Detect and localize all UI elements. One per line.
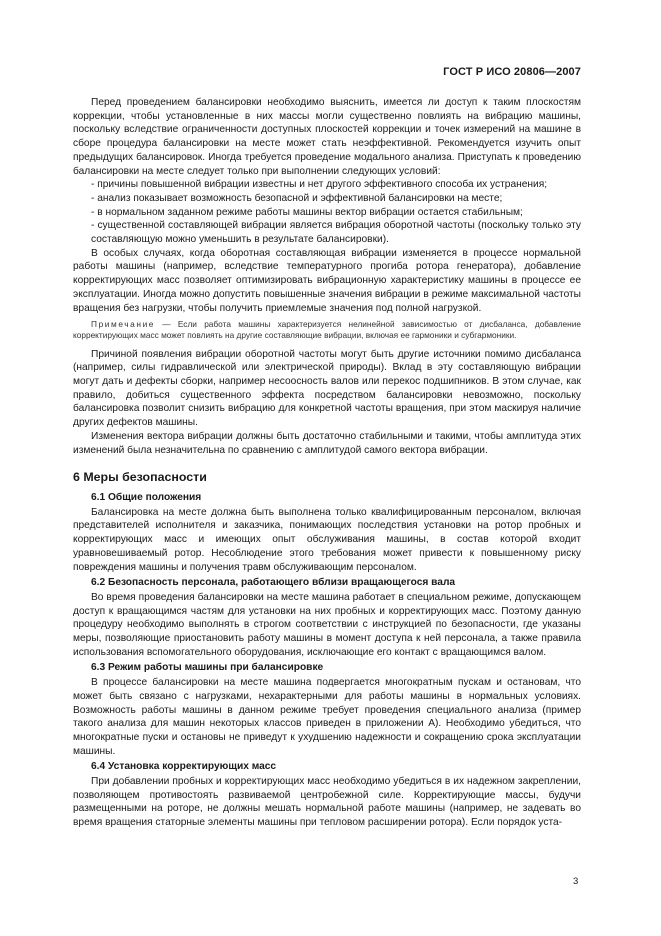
page-body <box>73 96 581 830</box>
intro-paragraph-3: Причиной появления вибрации оборотной частоты могут быть другие источники помимо дисбаланса (например, силы гидравлической или электрической природы). Вклад в эту составляющую вибрации могут дать и дефекты сборки, например несоосность валов или перекос подшипников. В этом случае, как правило, добиться существенного эффекта посредством балансировки невозможно, поскольку балансировка позволит снизить вибрацию для конкретной частоты вращения, при этом маскируя наличие других дефектов машины. <box>73 348 581 429</box>
subsection-6-2-heading: 6.2 Безопасность персонала, работающего вблизи вращающегося вала <box>91 577 456 589</box>
intro-paragraph-1: Перед проведением балансировки необходимо выяснить, имеется ли доступ к таким плоскостям коррекции, чтобы установленные в них массы могли существенно повлиять на вибрацию машины, поскольку вследствие ограниченности доступных плоскостей коррекции и точек измерений на машине в сборе процедура балансировки на месте может стать неэффективной. Рекомендуется изучить опыт предыдущих балансировок. Иногда требуется проведение модального анализа. Приступать к проведению балансировки на месте следует только при выполнении следующих условий: <box>73 97 581 177</box>
subsection-6-2-text: Во время проведения балансировки на месте машина работает в специальном режиме, допускающем доступ к вращающимся частям для установки на них пробных и корректирующих масс. Поэтому данную процедуру необходимо выполнять в строгом соответствии с инструкцией по безопасности, где указаны меры, позволяющие приостановить работу машины в момент доступа к ней персонала, а также правила использования вспомогательного оборудования, исключающие его контакт с вращающимся валом. <box>73 591 581 658</box>
intro-paragraph-2: В особых случаях, когда оборотная составляющая вибрации изменяется в процессе нормальной работы машины (например, вследствие температурного прогиба ротора генератора), добавление корректирующих масс позволяет оптимизировать вибрационную характеристику машины в процессе ее эксплуатации. Иногда можно допустить повышенные значения вибрации в режиме максимальной частоты вращения без нагрузки, чтобы получить приемлемые значения под полной нагрузкой. <box>73 247 581 314</box>
subsection-6-3-text: В процессе балансировки на месте машина подвергается многократным пускам и остановам, что может быть связано с нагрузками, нехарактерными для работы машины в нормальных условиях. Возможность работы машины в данном режиме требует проведения специального анализа (пример такого анализа для машин некоторых классов приведен в приложении А). Необходимо убедиться, что многократные пуски и остановы не приведут к ухудшению надежности и сокращению срока эксплуатации машины. <box>73 677 581 757</box>
page-number: 3 <box>573 876 579 887</box>
conditions-list <box>73 178 581 247</box>
note-text: — Если работа машины характеризуется нелинейной зависимостью от дисбаланса, добавление корректирующих масс может повлиять на другие составляющие вибрации, включая ее гармоники и субгармоники. <box>73 319 581 341</box>
standard-header: ГОСТ Р ИСО 20806—2007 <box>443 66 581 78</box>
condition-item-1: - причины повышенной вибрации известны и нет другого эффективного способа их устранения; <box>91 179 548 191</box>
section-6-heading: 6 Меры безопасности <box>73 470 207 485</box>
condition-item-3: - в нормальном заданном режиме работы машины вектор вибрации остается стабильным; <box>91 206 523 218</box>
subsection-6-4-text: При добавлении пробных и корректирующих масс необходимо убедиться в их надежном закреплении, позволяющем противостоять развиваемой центробежной силе. Корректирующие массы, будучи размещенными на роторе, не должны мешать нормальной работе машины (например, не задевать во время вращения статорные элементы машины при тепловом расширении ротора). Если порядок уста- <box>73 776 581 829</box>
subsection-6-4-heading: 6.4 Установка корректирующих масс <box>91 761 277 773</box>
subsection-6-3-heading: 6.3 Режим работы машины при балансировке <box>91 662 324 674</box>
note-lead: Примечание <box>91 319 156 330</box>
subsection-6-1-heading: 6.1 Общие положения <box>91 491 202 503</box>
note <box>73 319 581 341</box>
condition-item-4: - существенной составляющей вибрации является вибрация оборотной частоты (поскольку только эту составляющую можно уменьшить в результате балансировки). <box>91 220 581 246</box>
intro-paragraph-4: Изменения вектора вибрации должны быть достаточно стабильными и такими, чтобы амплитуда этих изменений была незначительна по сравнению с амплитудой самого вектора вибрации. <box>73 430 581 456</box>
condition-item-2: - анализ показывает возможность безопасной и эффективной балансировки на месте; <box>91 192 503 204</box>
subsection-6-1-text: Балансировка на месте должна быть выполнена только квалифицированным персоналом, включая представителей исполнителя и заказчика, понимающих последствия установки на ротор пробных и корректирующих масс и имеющих опыт обслуживания машины, в состав которой входит уравновешиваемый ротор. Несоблюдение этого требования может привести к повышенному риску повреждения машины и получения травм обслуживающим персоналом. <box>73 506 581 573</box>
